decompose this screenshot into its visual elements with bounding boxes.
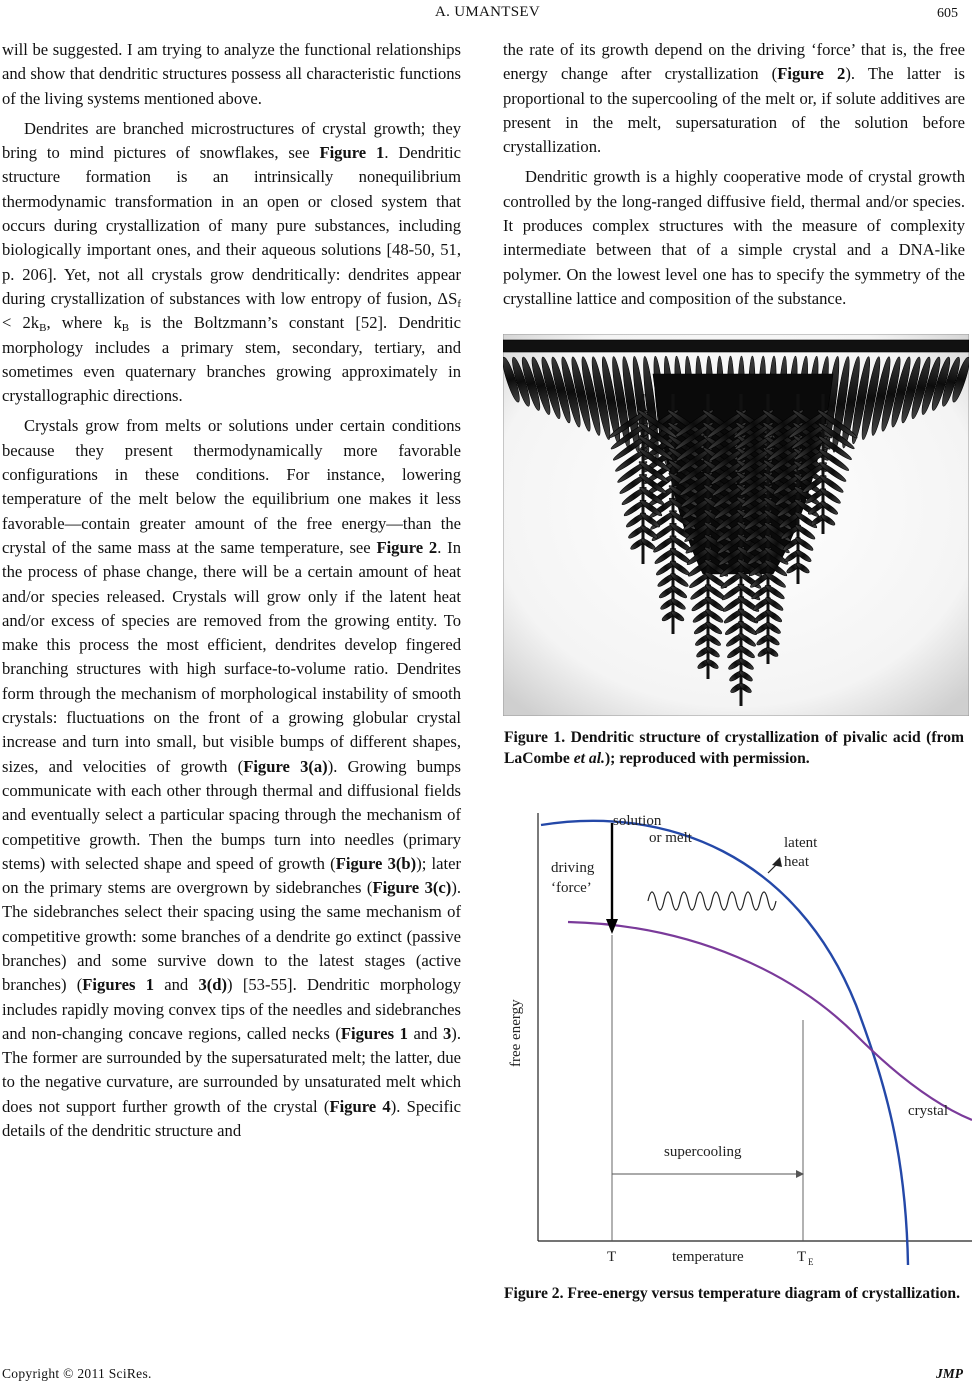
paragraph: Dendrites are branched microstructures of crystal growth; they bring to mind pictures of snowflakes, see Figure 1. Dendritic structure formation is an intrinsically nonequilibrium thermodynamic transformation in an open or closed system that occurs during crystallization of many pure substances, including biologically important ones, and their aqueous solutions [48-50, 51, p. 206]. Yet, not all crystals grow dendritically: dendrites appear during crystallization of substances with low entropy of fusion, $\Delta S_f < 2k_B$, where $k_B$ is the Boltzmann’s constant [52]. Dendritic morphology includes a primary stem, secondary, tertiary, and sometimes even quaternary branches growing approximately in crystallographic directions. bbox=[2, 118, 461, 406]
figure-2-diagram bbox=[496, 795, 972, 1275]
figure-reference[interactable]: Figure 3(c) bbox=[372, 878, 452, 898]
running-head: A. UMANTSEV bbox=[435, 4, 540, 20]
dendrite-photo bbox=[503, 334, 969, 716]
figure-reference[interactable]: Figure 2 bbox=[777, 64, 846, 84]
free-energy-diagram bbox=[496, 795, 972, 1275]
figure-reference[interactable]: Figures 1 bbox=[340, 1023, 408, 1043]
page-number: 605 bbox=[937, 6, 958, 21]
figure-reference[interactable]: Figure 3(a) bbox=[243, 756, 328, 776]
paragraph: the rate of its growth depend on the driving ‘force’ that is, the free energy change after crystallization (Figure 2). The latter is proportional to the supercooling of the melt or, if solute additives are present in the melt, supersaturation of the solution before crystallization. bbox=[503, 40, 965, 157]
dendrite-trunk bbox=[503, 340, 969, 352]
figure-reference[interactable]: 3(d) bbox=[198, 975, 228, 995]
tick-label-t: T bbox=[607, 1249, 617, 1265]
label-driving: driving bbox=[551, 860, 595, 876]
label-latent: latent bbox=[784, 835, 818, 851]
x-axis-label: temperature bbox=[672, 1249, 744, 1265]
figure-reference[interactable]: Figure 1 bbox=[319, 143, 385, 163]
figure-2-caption: Figure 2. Free-energy versus temperature diagram of crystallization. bbox=[504, 1285, 960, 1302]
label-crystal: crystal bbox=[908, 1103, 948, 1119]
figure-1-dendrite-image bbox=[503, 334, 969, 716]
tick-label-te-sub: E bbox=[808, 1257, 814, 1267]
label-or-melt: or melt bbox=[649, 830, 692, 846]
label-supercooling: supercooling bbox=[664, 1144, 742, 1160]
figure-reference[interactable]: Figures 1 bbox=[82, 975, 154, 995]
figure-reference[interactable]: Figure 2 bbox=[376, 537, 438, 557]
figure-reference[interactable]: Figure 3(b) bbox=[335, 853, 417, 873]
paragraph: will be suggested. I am trying to analyze the functional relationships and show that dendritic structures possess all characteristic functions of the living systems mentioned above. bbox=[2, 40, 461, 108]
right-column bbox=[503, 38, 965, 311]
figure-reference[interactable]: Figure 4 bbox=[329, 1096, 391, 1116]
figure-1-caption: Figure 1. Dendritic structure of crystallization of pivalic acid (from LaCombe et al.); reproduced with permission. bbox=[504, 729, 964, 767]
label-solution: solution bbox=[613, 813, 662, 829]
y-axis-label: free energy bbox=[508, 999, 524, 1067]
paragraph: Dendritic growth is a highly cooperative mode of crystal growth controlled by the long-ranged diffusive field, thermal and/or species. It produces complex structures with the measure of complexity intermediate between that of a simple crystal and a DNA-like polymer. On the lowest level one has to specify the symmetry of the crystalline lattice and composition of the substance. bbox=[503, 167, 965, 308]
journal-abbrev: JMP bbox=[936, 1366, 963, 1381]
tick-label-te: T bbox=[797, 1249, 807, 1265]
copyright-notice: Copyright © 2011 SciRes. bbox=[2, 1366, 152, 1381]
label-heat: heat bbox=[784, 854, 809, 870]
figure-reference[interactable]: 3 bbox=[443, 1023, 452, 1043]
left-column bbox=[2, 38, 461, 1143]
paragraph: Crystals grow from melts or solutions under certain conditions because they present thermodynamically more favorable configurations in these conditions. For instance, lowering temperature of the melt below the equilibrium one makes it less favorable—contain greater amount of the free energy—than the crystal of the same mass at the same temperature, see Figure 2. In the process of phase change, there will be a certain amount of heat and/or species released. Crystals will grow only if the latent heat and/or excess of species are removed from the growing entity. To make this process the most efficient, dendrites develop fingered branching structures with high surface-to-volume ratio. Dendrites form through the mechanism of morphological instability of smooth crystals: fluctuations on the front of a growing globular crystal increase and turn into small, but visible bumps of different shapes, sizes, and velocities of growth (Figure 3(a)). Growing bumps communicate with each other through thermal and diffusional fields and eventually select a particular spacing through the mechanism of competitive growth. Then the bumps turn into needles (primary stems) with selected shape and speed of growth (Figure 3(b)); later on the primary stems are overgrown by sidebranches (Figure 3(c)). The sidebranches select their spacing using the same mechanism of competitive growth: some branches of a dendrite go extinct (passive branches) and some survive down to the latest stages (active branches) (Figures 1 and 3(d)) [53-55]. Dendritic morphology includes rapidly moving convex tips of the needles and sidebranches and non-changing concave regions, called necks (Figures 1 and 3). The former are surrounded by the supersaturated melt; the latter, due to the negative curvature, are surrounded by unsaturated melt which does not support further growth of the crystal (Figure 4). Specific details of the dendritic structure and bbox=[2, 416, 462, 1141]
label-force: ‘force’ bbox=[551, 880, 592, 896]
